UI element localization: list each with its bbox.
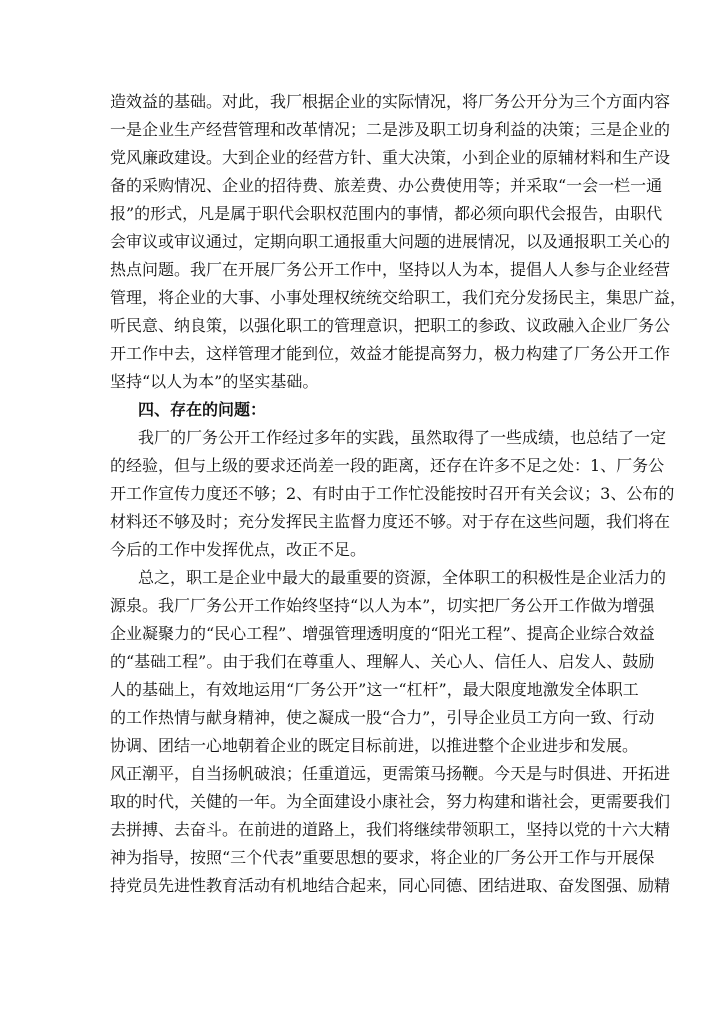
body-line-20: 的“基础工程”。由于我们在尊重人、理解人、关心人、信任人、启发人、鼓励: [110, 652, 655, 671]
body-line-14: 开工作宣传力度还不够；2、有时由于工作忙没能按时召开有关会议；3、公布的: [110, 484, 675, 503]
body-line-17: 总之，职工是企业中最大的最重要的资源，全体职工的积极性是企业活力的: [138, 568, 667, 587]
body-line-1: 造效益的基础。对此，我厂根据企业的实际情况，将厂务公开分为三个方面内容: [110, 92, 671, 111]
body-line-24: 风正潮平，自当扬帆破浪；任重道远，更需策马扬鞭。今天是与时俱进、开拓进: [110, 764, 671, 783]
body-line-11: 坚持“以人为本”的坚实基础。: [110, 372, 319, 391]
body-line-10: 开工作中去，这样管理才能到位，效益才能提高努力，极力构建了厂务公开工作: [110, 344, 671, 363]
body-line-23: 协调、团结一心地朝着企业的既定目标前进，以推进整个企业进步和发展。: [110, 736, 639, 755]
body-line-15: 材料还不够及时；充分发挥民主监督力度还不够。对于存在这些问题，我们将在: [110, 512, 671, 531]
body-line-26: 去拼搏、去奋斗。在前进的道路上，我们将继续带领职工，坚持以党的十六大精: [110, 820, 671, 839]
body-line-19: 企业凝聚力的“民心工程”、增强管理透明度的“阳光工程”、提高企业综合效益: [110, 624, 655, 643]
body-line-12: 我厂的厂务公开工作经过多年的实践，虽然取得了一些成绩，也总结了一定: [138, 428, 667, 447]
body-line-2: 一是企业生产经营管理和改革情况；二是涉及职工切身利益的决策；三是企业的: [110, 120, 671, 139]
body-line-18: 源泉。我厂厂务公开工作始终坚持“以人为本”，切实把厂务公开工作做为增强: [110, 596, 655, 615]
body-line-28: 持党员先进性教育活动有机地结合起来，同心同德、团结进取、奋发图强、励精: [110, 876, 671, 895]
body-line-21: 人的基础上，有效地运用“厂务公开”这一“杠杆”，最大限度地激发全体职工: [110, 680, 639, 699]
body-line-4: 备的采购情况、企业的招待费、旅差费、办公费使用等；并采取“一会一栏一通: [110, 176, 663, 195]
body-line-27: 神为指导，按照“三个代表”重要思想的要求，将企业的厂务公开工作与开展保: [110, 848, 655, 867]
body-line-5: 报”的形式，凡是属于职代会职权范围内的事情，都必须向职代会报告，由职代: [110, 204, 663, 223]
body-line-22: 的工作热情与献身精神，使之凝成一股“合力”，引导企业员工方向一致、行动: [110, 708, 655, 727]
body-line-13: 的经验，但与上级的要求还尚差一段的距离，还存在许多不足之处：1、厂务公: [110, 456, 665, 475]
body-line-6: 会审议或审议通过，定期向职工通报重大问题的进展情况，以及通报职工关心的: [110, 232, 671, 251]
body-line-7: 热点问题。我厂在开展厂务公开工作中，坚持以人为本，提倡人人参与企业经营: [110, 260, 671, 279]
body-line-9: 听民意、纳良策，以强化职工的管理意识，把职工的参政、议政融入企业厂务公: [110, 316, 671, 335]
body-line-3: 党风廉政建设。大到企业的经营方针、重大决策，小到企业的原辅材料和生产设: [110, 148, 671, 167]
body-line-8: 管理，将企业的大事、小事处理权统统交给职工，我们充分发扬民主，集思广益，: [110, 288, 687, 307]
body-line-25: 取的时代，关健的一年。为全面建设小康社会，努力构建和谐社会，更需要我们: [110, 792, 671, 811]
body-line-16: 今后的工作中发挥优点，改正不足。: [110, 540, 367, 559]
section-heading: 四、存在的问题：: [138, 400, 267, 419]
